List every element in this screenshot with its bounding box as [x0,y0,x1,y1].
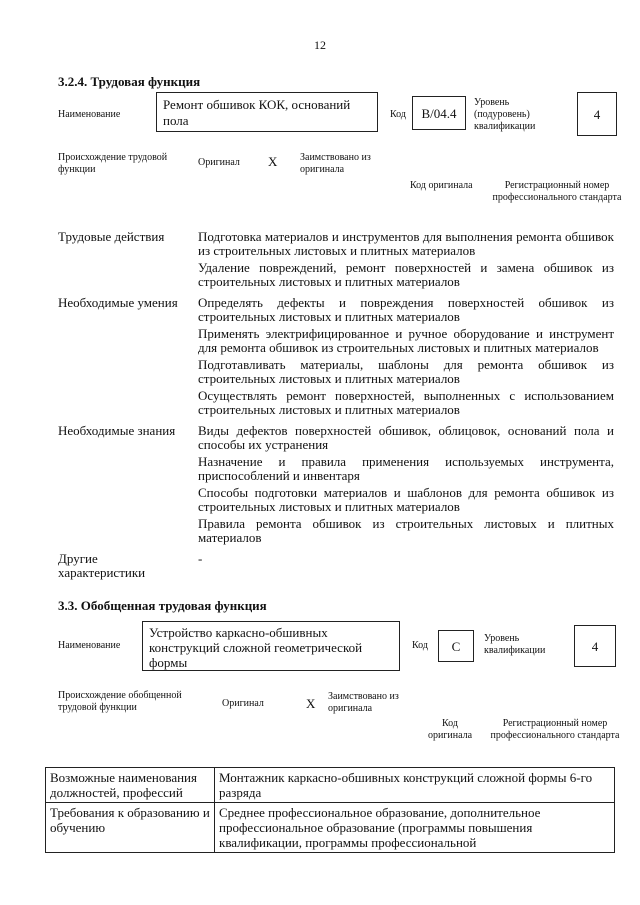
page-number: 12 [314,38,326,52]
section-label: Другие характеристики [58,551,146,580]
table-cell-value: Среднее профессиональное образование, дополнительное профессиональное образование (программы повышения квалификации, программы профессиональной [215,803,615,853]
list-item: Подготавливать материалы, шаблоны для ремонта обшивок из строительных листовых и плитных материалов [198,357,614,386]
tf-code-value: B/04.4 [412,96,466,130]
otf-level-value: 4 [574,625,616,667]
section-label: Трудовые действия [58,229,165,244]
list-item: - [198,551,203,566]
tf-original-label: Оригинал [198,157,240,168]
otf-name-value: Устройство каркасно-обшивных конструкций сложной геометрической формы [142,621,400,671]
otf-borrowed-label: Заимствовано из оригинала [328,691,399,714]
list-item: Правила ремонта обшивок из строительных листовых и плитных материалов [198,516,614,545]
section-required-skills [58,296,614,420]
otf-heading: 3.3. Обобщенная трудовая функция [58,598,267,613]
tf-origin-code-label: Код оригинала [410,180,473,191]
otf-code-value: C [438,630,474,662]
list-item: Виды дефектов поверхностей обшивок, облицовок, оснований пола и способы их устранения [198,423,614,452]
tf-heading: 3.2.4. Трудовая функция [58,74,201,89]
tf-name-label: Наименование [58,109,121,120]
otf-original-mark: X [306,696,316,711]
otf-info-table [45,767,615,853]
tf-borrowed-label: Заимствовано из оригинала [300,152,371,175]
tf-level-value: 4 [577,92,617,136]
section-labor-actions [58,230,614,292]
otf-name-label: Наименование [58,640,121,651]
list-item: Осуществлять ремонт поверхностей, выполненных с использованием строительных листовых и плитных материалов [198,388,614,417]
otf-code-label: Код [412,640,428,651]
otf-original-label: Оригинал [222,698,264,709]
section-required-knowledge [58,424,614,548]
section-label: Необходимые умения [58,295,178,310]
otf-origin-code-label: Код оригинала [427,718,473,741]
table-cell-label: Возможные наименования должностей, профессий [46,768,215,803]
section-other-characteristics [58,552,614,580]
tf-code-label: Код [390,109,406,120]
tf-original-mark: X [268,154,278,169]
list-item: Подготовка материалов и инструментов для выполнения ремонта обшивок из строительных листовых и плитных материалов [198,229,614,258]
tf-sections [58,230,614,580]
table-cell-value: Монтажник каркасно-обшивных конструкций сложной формы 6-го разряда [215,768,615,803]
section-label: Необходимые знания [58,423,176,438]
list-item: Определять дефекты и повреждения поверхностей обшивок из строительных листовых и плитных материалов [198,295,614,324]
otf-reg-number-label: Регистрационный номер профессионального стандарта [490,718,620,741]
list-item: Удаление повреждений, ремонт поверхностей и замена обшивок из строительных листовых и плитных материалов [198,260,614,289]
table-row [46,768,615,803]
otf-level-label: Уровень квалификации [484,633,546,656]
list-item: Способы подготовки материалов и шаблонов для ремонта обшивок из строительных листовых и плитных материалов [198,485,614,514]
table-row [46,803,615,853]
list-item: Назначение и правила применения используемых инструмента, приспособлений и инвентаря [198,454,614,483]
tf-name-value: Ремонт обшивок КОК, оснований пола [156,92,378,132]
otf-origin-label: Происхождение обобщенной трудовой функции [58,690,182,713]
table-cell-label: Требования к образованию и обучению [46,803,215,853]
list-item: Применять электрифицированное и ручное оборудование и инструмент для ремонта обшивок из строительных листовых и плитных материалов [198,326,614,355]
tf-reg-number-label: Регистрационный номер профессионального стандарта [492,180,622,203]
tf-level-label: Уровень (подуровень) квалификации [474,97,536,132]
tf-origin-label: Происхождение трудовой функции [58,152,168,175]
